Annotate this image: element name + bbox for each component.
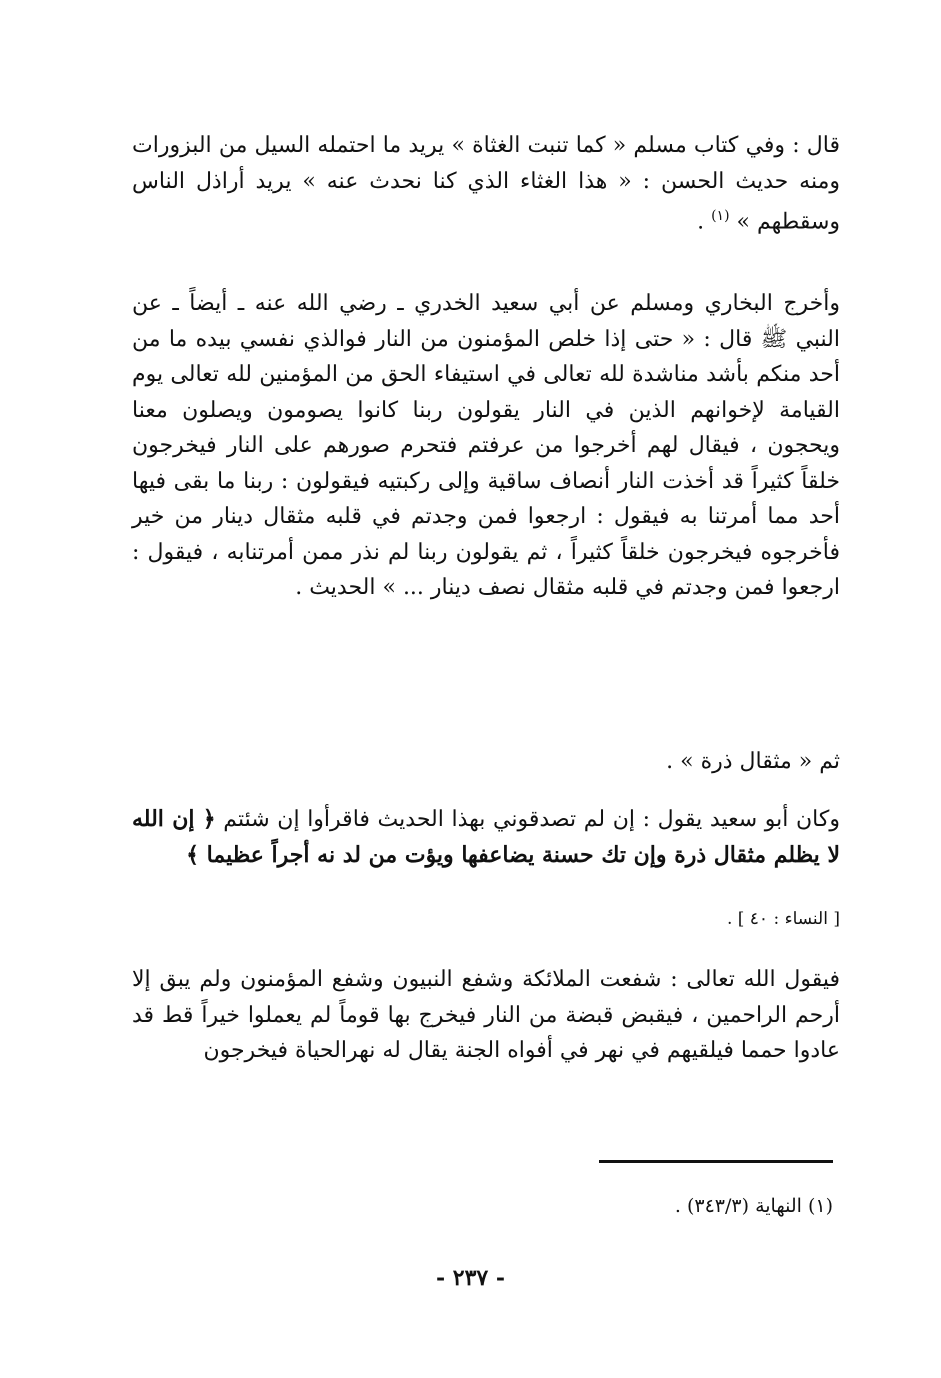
quran-verse: ﴿ إن الله لا يظلم مثقال ذرة وإن تك حسنة يضاعفها ويؤت من لد نه أجراً عظيما ﴾ [132,806,840,868]
paragraph-1-text: قال : وفي كتاب مسلم « كما تنبت الغثاة » يريد ما احتمله السيل من البزورات ومنه حديث الحسن : « هذا الغثاء الذي كنا نحدث عنه » يريد أراذل الناس وسقطهم » [132,133,840,235]
paragraph-1-end: . [697,209,712,235]
footnote-divider [599,1160,833,1163]
paragraph-5: فيقول الله تعالى : شفعت الملائكة وشفع النبيون وشفع المؤمنون ولم يبق إلا أرحم الراحمين ، فيقبض قبضة من النار فيخرج بها قوماً لم يعملوا خيراً قط قد عادوا حمما فيلقيهم في نهر في أفواه الجنة يقال له نهرالحياة فيخرجون [132,967,840,1063]
paragraph-4 [132,802,840,873]
quran-reference: [ النساء : ٤٠ ] . [726,909,840,929]
paragraph-1 [132,128,840,240]
footnote: (١) النهاية (٣٤٣/٣) . [674,1195,833,1217]
footnote-marker: (١) [711,208,730,224]
page-number: - ٢٣٧ - [435,1265,506,1291]
paragraph-3: ثم « مثقال ذرة » . [666,749,840,774]
paragraph-2: وأخرج البخاري ومسلم عن أبي سعيد الخدري ـ رضي الله عنه ـ أيضاً ـ عن النبي ﷺ قال : « حتى إذا خلص المؤمنون من النار فوالذي نفسي بيده ما من أحد منكم بأشد مناشدة لله تعالى في استيفاء الحق من المؤمنين لله تعالى يوم القيامة لإخوانهم الذين في النار يقولون ربنا كانوا يصومون ويصلون معنا ويحجون ، فيقال لهم أخرجوا من عرفتم فتحرم صورهم على النار فيخرجون خلقاً كثيراً قد أخذت النار أنصاف ساقية وإلى ركبتيه فيقولون : ربنا ما بقى فيها أحد مما أمرتنا به فيقول : ارجعوا فمن وجدتم في قلبه مثقال دينار من خير فأخرجوه فيخرجون خلقاً كثيراً ، ثم يقولون ربنا لم نذر ممن أمرتنابه ، فيقول : ارجعوا فمن وجدتم في قلبه مثقال نصف دينار ... » الحديث . [132,291,840,600]
paragraph-4-text: وكان أبو سعيد يقول : إن لم تصدقوني بهذا الحديث فاقرأوا إن شئتم [223,807,840,832]
